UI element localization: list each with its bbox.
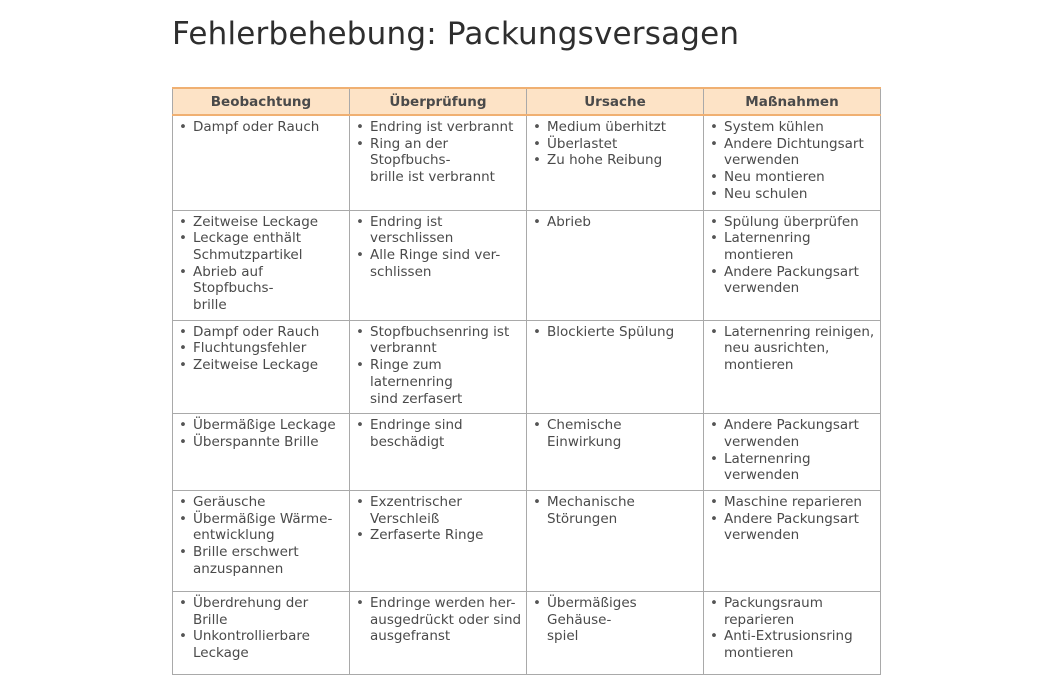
header-ursache: Ursache xyxy=(527,88,704,115)
bullet-list xyxy=(709,214,877,298)
cell-massnahmen xyxy=(704,210,881,320)
bullet-item: • Andere Packungsart verwenden xyxy=(709,511,877,544)
bullet-item: • Dampf oder Rauch xyxy=(178,324,346,341)
bullet-item: • Endringe werden her- ausgedrückt oder sind ausgefranst xyxy=(355,595,523,645)
bullet-item: • Zu hohe Reibung xyxy=(532,152,700,169)
cell-ueberpruefung xyxy=(350,210,527,320)
bullet-item: • System kühlen xyxy=(709,119,877,136)
cell-ursache xyxy=(527,115,704,210)
bullet-list xyxy=(178,324,346,374)
cell-beobachtung xyxy=(173,414,350,491)
bullet-item: • Übermäßige Wärme- entwicklung xyxy=(178,511,346,544)
bullet-item: • Endring ist verbrannt xyxy=(355,119,523,136)
bullet-item: • Endring ist verschlissen xyxy=(355,214,523,247)
cell-ursache xyxy=(527,592,704,675)
bullet-item: • Laternenring verwenden xyxy=(709,451,877,484)
table-body xyxy=(173,115,881,675)
bullet-item: • Blockierte Spülung xyxy=(532,324,700,341)
bullet-item: • Geräusche xyxy=(178,494,346,511)
bullet-list xyxy=(355,119,523,186)
bullet-list xyxy=(532,417,700,450)
bullet-list xyxy=(178,417,346,450)
bullet-item: • Übermäßiges Gehäuse- spiel xyxy=(532,595,700,645)
bullet-list xyxy=(709,494,877,544)
header-ueberpruefung: Überprüfung xyxy=(350,88,527,115)
bullet-item: • Ringe zum laternenring sind zerfasert xyxy=(355,357,523,407)
bullet-item: • Andere Packungsart verwenden xyxy=(709,417,877,450)
bullet-item: • Andere Dichtungsart verwenden xyxy=(709,136,877,169)
bullet-item: • Ring an der Stopfbuchs- brille ist verbrannt xyxy=(355,136,523,186)
cell-beobachtung xyxy=(173,320,350,414)
cell-massnahmen xyxy=(704,115,881,210)
troubleshooting-table xyxy=(172,87,881,675)
bullet-item: • Laternenring montieren xyxy=(709,230,877,263)
bullet-list xyxy=(355,417,523,450)
cell-ueberpruefung xyxy=(350,320,527,414)
bullet-item: • Neu montieren xyxy=(709,169,877,186)
bullet-item: • Exzentrischer Verschleiß xyxy=(355,494,523,527)
bullet-list xyxy=(178,494,346,578)
bullet-list xyxy=(355,214,523,281)
bullet-list xyxy=(355,595,523,645)
bullet-item: • Fluchtungsfehler xyxy=(178,340,346,357)
bullet-item: • Anti-Extrusionsring montieren xyxy=(709,628,877,661)
bullet-item: • Endringe sind beschädigt xyxy=(355,417,523,450)
bullet-item: • Andere Packungsart verwenden xyxy=(709,264,877,297)
bullet-item: • Abrieb auf Stopfbuchs- brille xyxy=(178,264,346,314)
cell-ueberpruefung xyxy=(350,115,527,210)
table-row xyxy=(173,210,881,320)
bullet-list xyxy=(709,417,877,484)
page-title: Fehlerbehebung: Packungsversagen xyxy=(172,16,740,52)
bullet-list xyxy=(709,595,877,662)
cell-ursache xyxy=(527,210,704,320)
bullet-item: • Alle Ringe sind ver- schlissen xyxy=(355,247,523,280)
bullet-list xyxy=(355,324,523,408)
table-row xyxy=(173,115,881,210)
bullet-item: • Überdrehung der Brille xyxy=(178,595,346,628)
bullet-list xyxy=(178,214,346,314)
bullet-item: • Überlastet xyxy=(532,136,700,153)
table-header-row xyxy=(173,88,881,115)
bullet-list xyxy=(178,119,346,136)
bullet-item: • Dampf oder Rauch xyxy=(178,119,346,136)
table-row xyxy=(173,320,881,414)
bullet-list xyxy=(532,324,700,341)
bullet-list xyxy=(532,214,700,231)
bullet-item: • Abrieb xyxy=(532,214,700,231)
bullet-item: • Packungsraum reparieren xyxy=(709,595,877,628)
bullet-list xyxy=(355,494,523,544)
cell-beobachtung xyxy=(173,491,350,592)
bullet-item: • Stopfbuchsenring ist verbrannt xyxy=(355,324,523,357)
bullet-item: • Brille erschwert anzuspannen xyxy=(178,544,346,577)
cell-massnahmen xyxy=(704,491,881,592)
cell-massnahmen xyxy=(704,320,881,414)
cell-massnahmen xyxy=(704,592,881,675)
cell-beobachtung xyxy=(173,592,350,675)
cell-beobachtung xyxy=(173,115,350,210)
bullet-item: • Medium überhitzt xyxy=(532,119,700,136)
bullet-item: • Spülung überprüfen xyxy=(709,214,877,231)
bullet-item: • Laternenring reinigen, neu ausrichten, montieren xyxy=(709,324,877,374)
bullet-list xyxy=(709,324,877,374)
cell-ueberpruefung xyxy=(350,414,527,491)
header-beobachtung: Beobachtung xyxy=(173,88,350,115)
bullet-item: • Neu schulen xyxy=(709,186,877,203)
cell-ursache xyxy=(527,414,704,491)
cell-massnahmen xyxy=(704,414,881,491)
bullet-list xyxy=(178,595,346,662)
bullet-item: • Überspannte Brille xyxy=(178,434,346,451)
header-massnahmen: Maßnahmen xyxy=(704,88,881,115)
table-row xyxy=(173,592,881,675)
cell-beobachtung xyxy=(173,210,350,320)
bullet-item: • Chemische Einwirkung xyxy=(532,417,700,450)
bullet-list xyxy=(532,595,700,645)
cell-ursache xyxy=(527,491,704,592)
cell-ueberpruefung xyxy=(350,592,527,675)
bullet-list xyxy=(532,494,700,527)
bullet-item: • Zeitweise Leckage xyxy=(178,357,346,374)
bullet-item: • Unkontrollierbare Leckage xyxy=(178,628,346,661)
table-row xyxy=(173,491,881,592)
cell-ursache xyxy=(527,320,704,414)
table-row xyxy=(173,414,881,491)
bullet-item: • Übermäßige Leckage xyxy=(178,417,346,434)
cell-ueberpruefung xyxy=(350,491,527,592)
bullet-item: • Maschine reparieren xyxy=(709,494,877,511)
bullet-item: • Leckage enthält Schmutzpartikel xyxy=(178,230,346,263)
bullet-list xyxy=(709,119,877,203)
bullet-list xyxy=(532,119,700,169)
bullet-item: • Zerfaserte Ringe xyxy=(355,527,523,544)
bullet-item: • Mechanische Störungen xyxy=(532,494,700,527)
bullet-item: • Zeitweise Leckage xyxy=(178,214,346,231)
